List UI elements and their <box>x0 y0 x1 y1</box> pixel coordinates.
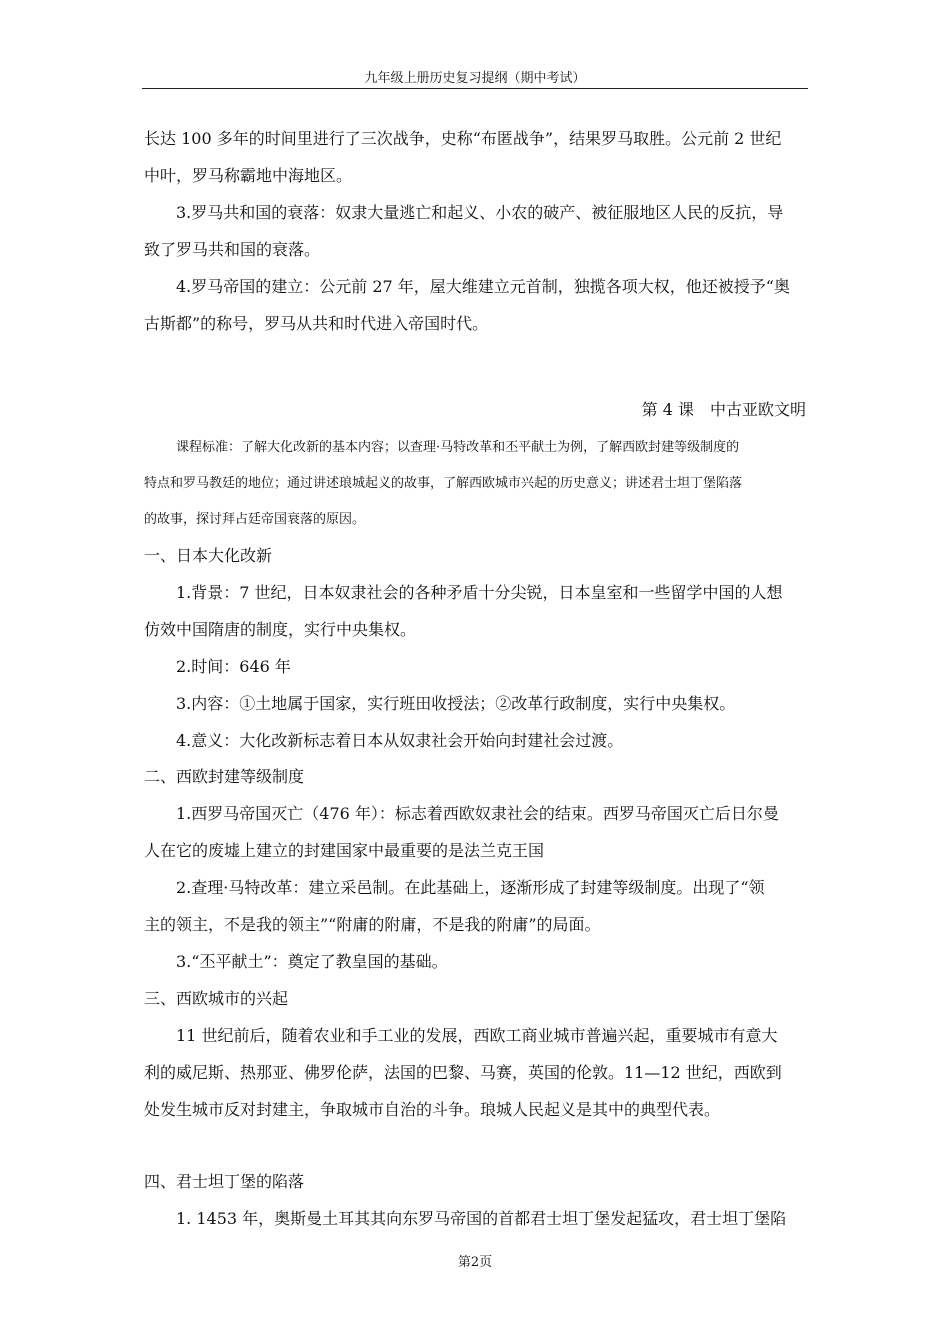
paragraph-line: 长达 100 多年的时间里进行了三次战争，史称“布匿战争”，结果罗马取胜。公元前 2 世纪 <box>144 129 782 148</box>
paragraph-line: 主的领主，不是我的领主”“附庸的附庸，不是我的附庸”的局面。 <box>144 915 601 934</box>
course-standard-line: 特点和罗马教廷的地位；通过讲述琅城起义的故事，了解西欧城市兴起的历史意义；讲述君士坦丁堡陷落 <box>144 476 743 491</box>
paragraph-line: 中叶，罗马称霸地中海地区。 <box>144 166 353 185</box>
lesson-title: 第 4 课 中古亚欧文明 <box>641 400 806 419</box>
paragraph-line: 4.罗马帝国的建立：公元前 27 年，屋大维建立元首制，独揽各项大权，他还被授予“奥 <box>176 277 790 296</box>
section-heading: 二、西欧封建等级制度 <box>144 767 305 786</box>
paragraph-line: 1.背景：7 世纪，日本奴隶社会的各种矛盾十分尖锐，日本皇室和一些留学中国的人想 <box>176 583 783 602</box>
section-heading: 四、君士坦丁堡的陷落 <box>144 1172 305 1191</box>
course-standard-line: 课程标准：了解大化改新的基本内容；以查理·马特改革和丕平献土为例，了解西欧封建等级制度的 <box>176 440 740 455</box>
paragraph-line: 仿效中国隋唐的制度，实行中央集权。 <box>144 620 417 639</box>
section-heading: 一、日本大化改新 <box>144 546 273 565</box>
page-number: 第2页 <box>457 1255 493 1270</box>
paragraph-line: 2.时间：646 年 <box>176 657 291 676</box>
paragraph-line: 人在它的废墟上建立的封建国家中最重要的是法兰克王国 <box>144 841 545 860</box>
course-standard-line: 的故事，探讨拜占廷帝国衰落的原因。 <box>144 512 366 527</box>
header-divider <box>142 88 808 89</box>
paragraph-line: 利的威尼斯、热那亚、佛罗伦萨，法国的巴黎、马赛，英国的伦敦。11—12 世纪，西欧到 <box>144 1063 782 1082</box>
section-heading: 三、西欧城市的兴起 <box>144 989 289 1008</box>
page-header: 九年级上册历史复习提纲（期中考试） <box>364 71 586 86</box>
paragraph-line: 2.查理·马特改革：建立采邑制。在此基础上，逐渐形成了封建等级制度。出现了“领 <box>176 878 765 897</box>
paragraph-line: 3.罗马共和国的衰落：奴隶大量逃亡和起义、小农的破产、被征服地区人民的反抗，导 <box>176 203 784 222</box>
paragraph-line: 致了罗马共和国的衰落。 <box>144 240 321 259</box>
paragraph-line: 3.内容：①土地属于国家，实行班田收授法；②改革行政制度，实行中央集权。 <box>176 694 736 713</box>
paragraph-line: 1.西罗马帝国灭亡（476 年）：标志着西欧奴隶社会的结束。西罗马帝国灭亡后日尔曼 <box>176 804 779 823</box>
paragraph-line: 古斯都”的称号，罗马从共和时代进入帝国时代。 <box>144 314 489 333</box>
paragraph-line: 处发生城市反对封建主，争取城市自治的斗争。琅城人民起义是其中的典型代表。 <box>144 1100 721 1119</box>
paragraph-line: 3.“丕平献土”：奠定了教皇国的基础。 <box>176 952 448 971</box>
paragraph-line: 4.意义：大化改新标志着日本从奴隶社会开始向封建社会过渡。 <box>176 731 624 750</box>
paragraph-line: 1. 1453 年，奥斯曼土耳其其向东罗马帝国的首都君士坦丁堡发起猛攻，君士坦丁堡陷 <box>176 1209 787 1228</box>
paragraph-line: 11 世纪前后，随着农业和手工业的发展，西欧工商业城市普遍兴起，重要城市有意大 <box>176 1026 778 1045</box>
